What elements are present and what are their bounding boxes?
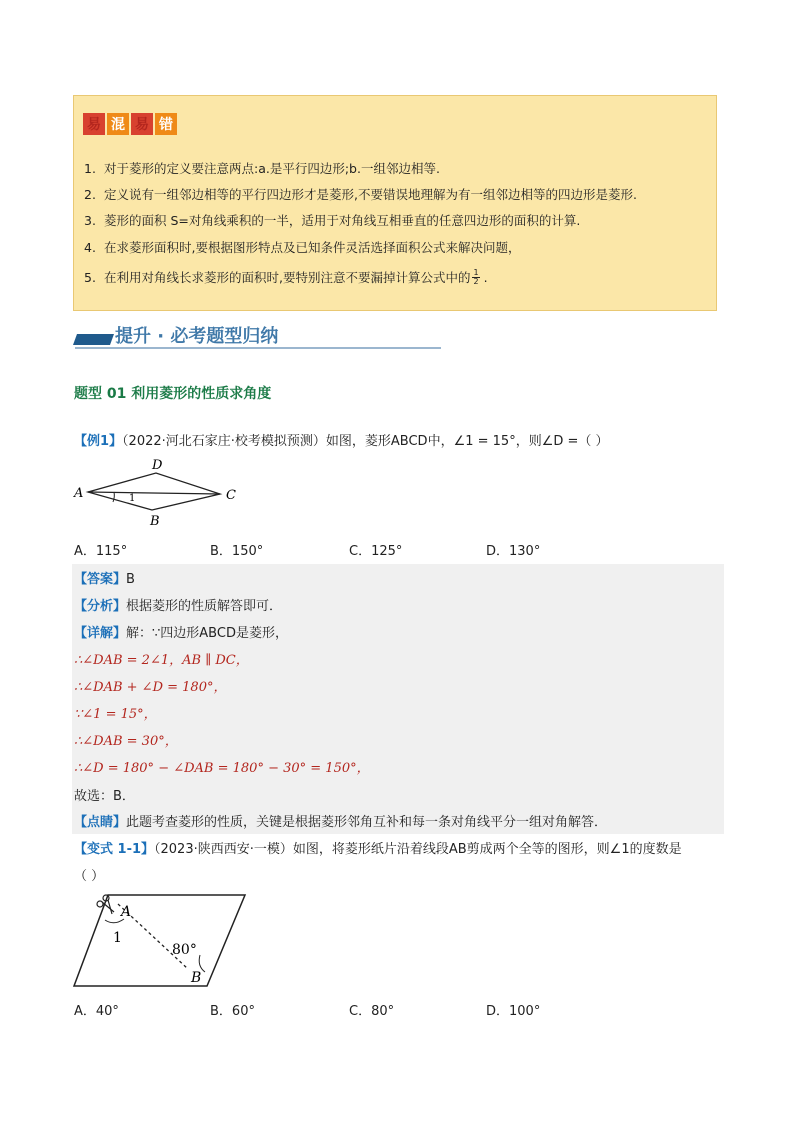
variant-1-1-option-b[interactable]: B．60° xyxy=(210,1004,255,1019)
section-underline xyxy=(75,347,441,349)
tip-item-4 xyxy=(84,238,520,256)
fraction-half xyxy=(472,269,479,286)
tip-num: 3. xyxy=(84,212,96,228)
tip-num: 1. xyxy=(84,160,96,176)
comment-line xyxy=(74,811,607,830)
badge-4: 错 xyxy=(155,113,177,135)
example-1-text: （2022·河北石家庄·校考模拟预测）如图，菱形ABCD中，∠1 = 15°，则∠D =（ ） xyxy=(122,434,609,449)
frac-denominator: 2 xyxy=(473,276,479,286)
example-1-option-c[interactable]: C．125° xyxy=(349,544,403,559)
detail-line xyxy=(74,622,288,641)
example-1-option-a[interactable]: A．115° xyxy=(74,544,128,559)
analysis-tag: 【分析】 xyxy=(74,599,127,614)
solution-step-5: ∴∠D = 180° − ∠DAB = 180° − 30° = 150°， xyxy=(74,761,370,776)
rhombus-paper xyxy=(74,895,245,986)
variant-1-1-option-c[interactable]: C．80° xyxy=(349,1004,395,1019)
detail-tag: 【详解】 xyxy=(74,626,127,641)
type-01-title: 题型 01 利用菱形的性质求角度 xyxy=(74,386,272,402)
rhombus-cut-figure xyxy=(70,890,255,990)
label-d: D xyxy=(152,458,163,473)
solution-step-1: ∴∠DAB = 2∠1，AB ∥ DC， xyxy=(74,653,249,668)
solution-step-3: ∵∠1 = 15°， xyxy=(74,707,157,722)
badge-2: 混 xyxy=(107,113,129,135)
label-angle-80: 80° xyxy=(172,942,197,958)
analysis-text: 根据菱形的性质解答即可． xyxy=(126,599,283,614)
tip-item-2 xyxy=(84,185,637,203)
label-c: C xyxy=(226,488,236,503)
frac-numerator: 1 xyxy=(473,267,479,277)
answer-line xyxy=(74,568,135,587)
tips-box xyxy=(73,95,717,311)
tip-item-3 xyxy=(84,211,580,229)
variant-1-1-text: （2023·陕西西安·一模）如图，将菱形纸片沿着线段AB剪成两个全等的图形，则∠1的度数是 xyxy=(154,842,682,857)
tips-badges xyxy=(83,113,177,135)
section-title: 提升 · 必考题型归纳 xyxy=(115,326,279,347)
diagonal-ac xyxy=(88,492,220,494)
solution-step-2: ∴∠DAB + ∠D = 180°， xyxy=(74,680,227,695)
variant-1-1-option-d[interactable]: D．100° xyxy=(486,1004,541,1019)
tip-num: 5. xyxy=(84,269,96,285)
choice-line: 故选：B． xyxy=(74,789,135,804)
tip-suffix: . xyxy=(483,269,488,285)
angle-arc-1 xyxy=(113,492,114,502)
tip-text: 菱形的面积 S=对角线乘积的一半，适用于对角线互相垂直的任意四边形的面积的计算. xyxy=(104,213,581,228)
tip-num: 4. xyxy=(84,239,96,255)
rhombus-figure-1 xyxy=(66,454,246,530)
label-b: B xyxy=(150,514,160,529)
variant-1-1-question xyxy=(74,838,682,857)
scissors-icon xyxy=(97,895,114,914)
badge-3: 易 xyxy=(131,113,153,135)
tip-text: 在利用对角线长求菱形的面积时,要特别注意不要漏掉计算公式中的 xyxy=(104,270,471,285)
label-b: B xyxy=(191,970,202,986)
tip-text: 在求菱形面积时,要根据图形特点及已知条件灵活选择面积公式来解决问题， xyxy=(104,240,521,255)
variant-1-1-option-a[interactable]: A．40° xyxy=(74,1004,119,1019)
variant-1-1-tag: 【变式 1-1】 xyxy=(74,842,155,857)
label-angle-1: 1 xyxy=(113,930,122,946)
answer-tag: 【答案】 xyxy=(74,572,127,587)
tip-text: 定义说有一组邻边相等的平行四边形才是菱形,不要错误地理解为有一组邻边相等的四边形是菱形. xyxy=(104,187,637,202)
tip-item-1 xyxy=(84,159,440,177)
example-1-option-d[interactable]: D．130° xyxy=(486,544,541,559)
tip-item-5 xyxy=(84,268,488,286)
tip-text: 对于菱形的定义要注意两点:a.是平行四边形;b.一组邻边相等. xyxy=(104,161,440,176)
label-angle-1: 1 xyxy=(129,493,136,504)
detail-intro: 解：∵四边形ABCD是菱形， xyxy=(126,626,288,641)
example-1-option-b[interactable]: B．150° xyxy=(210,544,264,559)
rhombus-abcd xyxy=(88,473,220,510)
section-header-bar xyxy=(73,334,114,345)
solution-step-4: ∴∠DAB = 30°， xyxy=(74,734,178,749)
comment-text: 此题考查菱形的性质，关键是根据菱形邻角互补和每一条对角线平分一组对角解答． xyxy=(126,815,608,830)
answer-value: B xyxy=(126,572,135,587)
label-a: A xyxy=(74,486,84,501)
tip-num: 2. xyxy=(84,186,96,202)
badge-1: 易 xyxy=(83,113,105,135)
example-1-question xyxy=(74,430,609,449)
example-1-tag: 【例1】 xyxy=(74,434,123,449)
label-a: A xyxy=(121,904,132,920)
analysis-line xyxy=(74,595,282,614)
variant-1-1-paren: （ ） xyxy=(74,869,105,884)
comment-tag: 【点睛】 xyxy=(74,815,127,830)
